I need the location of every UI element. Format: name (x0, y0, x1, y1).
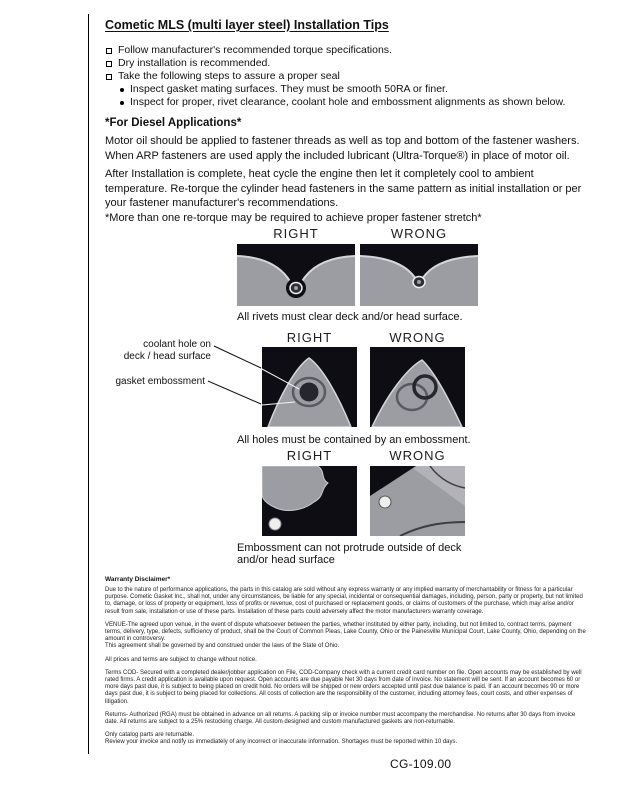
tip-text: Follow manufacturer's recommended torque specifications. (118, 44, 392, 56)
catalog-code: CG-109.00 (390, 757, 452, 771)
retorque-note: *More than one re-torque may be required to achieve proper fastener stretch* (105, 212, 482, 224)
warranty-disclaimer (105, 576, 587, 753)
page-title: Cometic MLS (multi layer steel) Installation Tips (105, 18, 389, 32)
warranty-paragraph: Due to the nature of performance applications, the parts in this catalog are sold without any express warranty or any implied warranty of merchantability or fitness for a particular purpose. Cometic Gasket Inc., shall not, under any circumstances, be liable for any special, incidental or consequential damages, including, person, party or property, but not limited to, damage, or loss of property or equipment, loss of profits or revenue, cost of purchased or replacement goods, or claims of customers of the purchase, which may arise and/or result from sale, installation or use of these parts. Installation of these parts could adversely affect the motor manufacturers warranty coverage. (105, 587, 583, 615)
diagram-embossment-protrude (237, 448, 497, 566)
embossment-wrong-image (370, 347, 465, 427)
warranty-paragraph: Review your invoice and notify us immediately of any incorrect or inaccurate information. Shortages must be reported within 10 days. (105, 739, 458, 746)
right-label: RIGHT (286, 448, 333, 463)
coolant-hole-label-line1: coolant hole on (143, 339, 211, 350)
diagram-hole-embossment (105, 330, 585, 455)
dot-bullet-icon (120, 101, 124, 105)
diagram-panels (262, 466, 497, 536)
list-item (120, 83, 565, 96)
list-item (106, 44, 565, 57)
tip-text: Inspect gasket mating surfaces. They must be smooth 50RA or finer. (130, 83, 448, 95)
diagram-header-row (262, 330, 465, 345)
diagram-caption: All rivets must clear deck and/or head surface. (237, 311, 463, 323)
rivet-right-image (237, 244, 355, 306)
protrude-wrong-image (370, 466, 465, 536)
left-margin-rule (88, 14, 89, 754)
wrong-label: WRONG (389, 330, 446, 345)
tips-list (106, 44, 565, 109)
diesel-paragraph-1: Motor oil should be applied to fastener threads as well as top and bottom of the fastener washers. When ARP fasteners are used apply the included lubricant (Ultra-Torque®) in place of motor oil. (105, 135, 580, 162)
right-label: RIGHT (286, 330, 333, 345)
protrude-right-image (262, 466, 357, 536)
embossment-right-image (262, 347, 357, 427)
coolant-hole-label-line2: deck / head surface (123, 350, 211, 362)
diesel-paragraph-2: After Installation is complete, heat cycle the engine then let it completely cool to ambient temperature. Re-torque the cylinder head fasteners in the same pattern as initial installation or per your fastener manufacturer's recommendations. (105, 168, 582, 209)
gasket-embossment-label: gasket embossment (115, 376, 205, 387)
wrong-label: WRONG (389, 448, 446, 463)
right-label: RIGHT (273, 226, 319, 241)
diagram-header-row (262, 448, 497, 463)
warranty-paragraph: This agreement shall be governed by and construed under the laws of the State of Ohio. (105, 643, 340, 650)
warranty-paragraph: Only catalog parts are returnable. (105, 732, 195, 739)
square-bullet-icon (106, 74, 112, 80)
diagram-panels (237, 244, 478, 306)
diagram-rivet-clearance (237, 226, 478, 323)
diagram-caption: Embossment can not protrude outside of deck and/or head surface (237, 542, 462, 566)
diagram-caption: All holes must be contained by an embossment. (237, 434, 471, 446)
list-item (106, 57, 565, 70)
wrong-label: WRONG (390, 226, 448, 241)
warranty-paragraph: VENUE-The agreed upon venue, in the event of dispute whatsoever between the parties, whether instituted by either party, including, but not limited to, contract terms, payment terms, delivery, type, defects, sufficiency of product, shall be the Court of Common Pleas, Lake County, Ohio or the Painesville Municipal Court, Lake County, Ohio, depending on the amount in controversy. (105, 621, 586, 643)
list-item (106, 70, 565, 83)
tip-text: Take the following steps to assure a proper seal (118, 70, 340, 82)
diagram-header-row (237, 226, 478, 241)
list-item (120, 96, 565, 109)
warranty-paragraph: All prices and terms are subject to change without notice. (105, 656, 257, 663)
tip-text: Dry installation is recommended. (118, 57, 271, 69)
tip-text: Inspect for proper, rivet clearance, coolant hole and embossment alignments as shown below. (130, 96, 566, 108)
warranty-paragraph: Terms COD- Secured with a completed dealer/jobber application on File, COD-Company check with a current credit card number on file. Open accounts may be established by well rated firms. A credit application is available upon request. Open accounts are due payable Net 30 days from date of invoice. No statement will be sent. If an account becomes 60 or more days past due, it is subject to being placed on credit hold. No orders will be shipped or new orders accepted until past due balance is paid. If an account becomes 90 or more days past due, it is subject to being placed for collections. All costs of collection are the responsibility of the customer, including attorney fees, court costs, and other expenses of litigation. (105, 669, 582, 705)
diesel-applications-heading: *For Diesel Applications* (105, 117, 242, 129)
rivet-wrong-image (360, 244, 478, 306)
square-bullet-icon (106, 61, 112, 67)
diagram-panels (262, 347, 465, 427)
coolant-hole-label (105, 339, 211, 362)
warranty-paragraph: Returns- Authorized (RGA) must be obtained in advance on all returns. A packing slip or invoice number must accompany the merchandise. No returns after 30 days from invoice date. All returns are subject to a 25% restocking charge. All custom designed and custom manufactured gaskets are non-returnable. (105, 711, 576, 726)
dot-bullet-icon (120, 88, 124, 92)
warranty-heading: Warranty Disclaimer* (105, 576, 171, 583)
square-bullet-icon (106, 48, 112, 54)
